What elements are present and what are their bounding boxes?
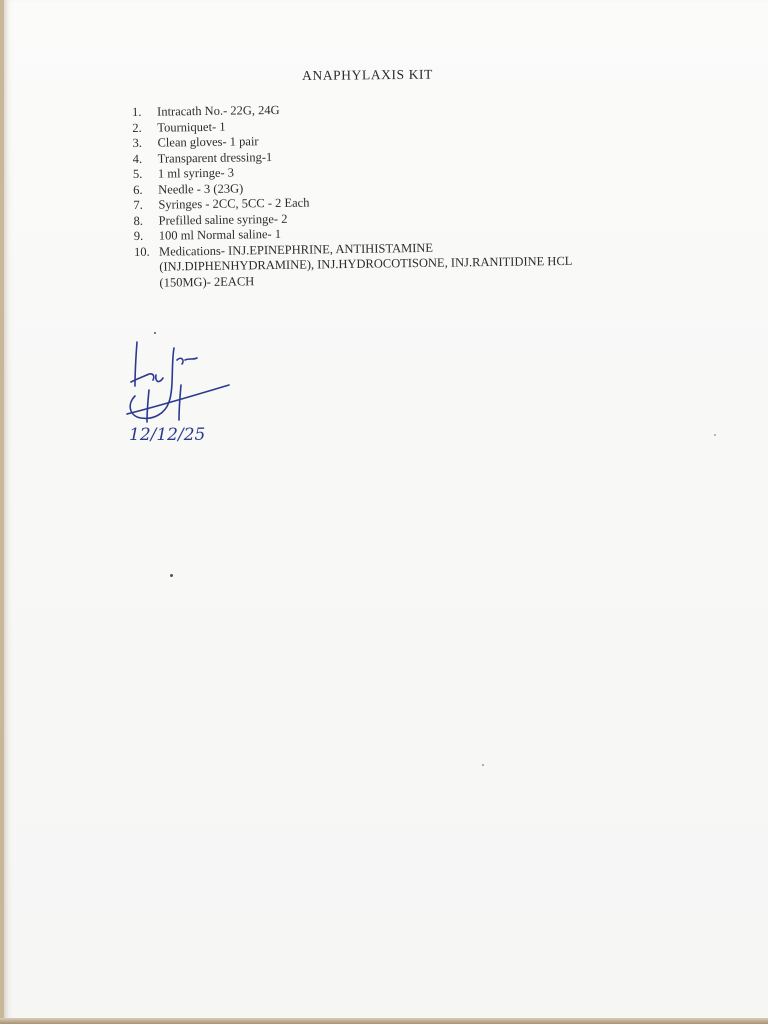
item-number: 5.	[132, 166, 143, 181]
item-number: 7.	[133, 197, 143, 212]
item-text: Needle - 3 (23G)	[158, 180, 244, 197]
paper-speck	[482, 764, 484, 766]
item-text: Clean gloves- 1 pair	[157, 134, 259, 150]
item-number: 8.	[133, 213, 144, 228]
item-text-block	[159, 237, 695, 291]
item-number: 2.	[132, 120, 142, 135]
item-number: 1.	[132, 104, 142, 119]
item-number: 10.	[133, 244, 150, 259]
signature-date: 12/12/25	[129, 425, 206, 445]
item-text: 100 ml Normal saline- 1	[158, 226, 282, 243]
paper-speck	[170, 574, 173, 577]
table-edge	[0, 1018, 768, 1024]
item-text: 1 ml syringe- 3	[157, 165, 235, 181]
paper-speck	[714, 434, 716, 436]
list-item	[134, 237, 695, 291]
item-text: Intracath No.- 22G, 24G	[156, 102, 280, 119]
item-text: Syringes - 2CC, 5CC - 2 Each	[158, 195, 310, 212]
paper-speck	[154, 332, 156, 334]
document-page	[4, 0, 768, 1024]
item-text: Transparent dressing-1	[157, 149, 273, 166]
item-text-continuation: (150MG)- 2EACH	[159, 273, 255, 290]
item-number: 6.	[133, 182, 143, 197]
item-text-continuation: (INJ.DIPHENHYDRAMINE), INJ.HYDROCOTISONE, INJ.RANITIDINE HCL	[159, 253, 573, 274]
item-number: 9.	[133, 228, 144, 243]
item-text: Tourniquet- 1	[157, 119, 226, 135]
kit-item-list	[132, 97, 695, 291]
item-number: 4.	[132, 151, 143, 166]
document-title: ANAPHYLAXIS KIT	[302, 66, 434, 83]
item-text: Prefilled saline syringe- 2	[158, 211, 288, 228]
handwritten-signature	[119, 330, 239, 445]
item-text: Medications- INJ.EPINEPHRINE, ANTIHISTAMINE	[158, 240, 434, 259]
item-number: 3.	[132, 135, 143, 150]
